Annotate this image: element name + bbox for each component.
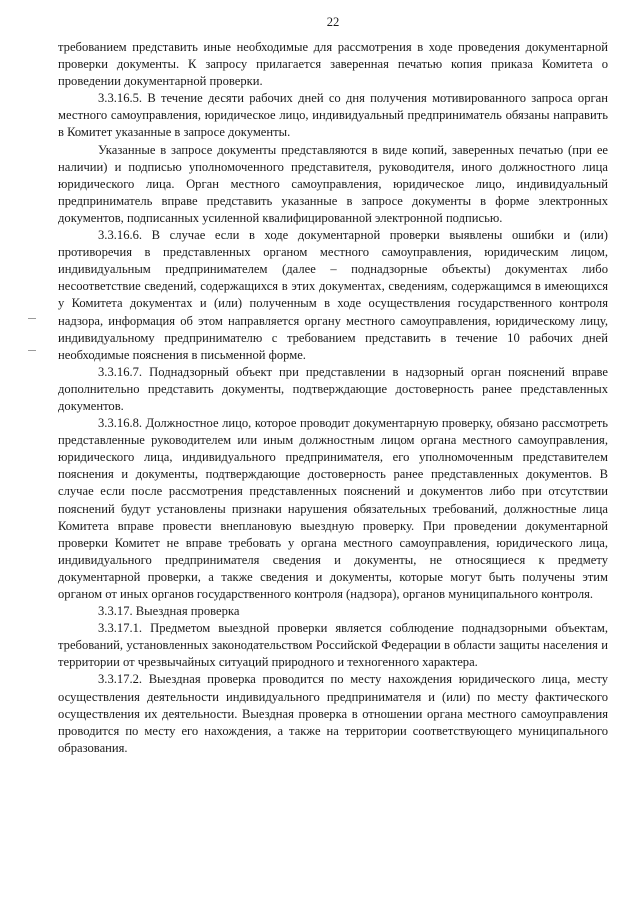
paragraph-3-3-17-1: 3.3.17.1. Предметом выездной проверки является соблюдение поднадзорными объектам, требований, установленных законодательством Российской Федерации в области защиты населения и территории от чрезвычайных ситуаций природного и техногенного характера. <box>58 621 608 670</box>
paragraph-continuation: требованием представить иные необходимые для рассмотрения в ходе проведения документарной проверки документы. К запросу прилагается заверенная печатью копия приказа Комитета о проведении документарной проверки. <box>58 40 608 89</box>
paragraph-3-3-16-6: 3.3.16.6. В случае если в ходе документарной проверки выявлены ошибки и (или) противоречия в представленных органом местного самоуправления, юридическим лицом, индивидуальным предпринимателем (далее – поднадзорные объекты) документах либо несоответствие сведений, содержащихся в этих документах, сведениям, содержащимся в имеющихся у Комитета документах и (или) полученным в ходе осуществления государственного контроля надзора, информация об этом направляется органу местного самоуправления, юридическому лицу, индивидуальному предпринимателю с требованием представить в течение 10 рабочих дней необходимые пояснения в письменной форме. <box>58 228 608 362</box>
paragraph-documents-copies: Указанные в запросе документы представляются в виде копий, заверенных печатью (при ее наличии) и подписью уполномоченного представителя, руководителя, иного должностного лица юридического лица. Орган местного самоуправления, юридическое лицо, индивидуальный предприниматель вправе представить указанные в запросе документы в форме электронных документов, подписанных усиленной квалифицированной электронной подписью. <box>58 142 608 225</box>
paragraph-3-3-17-2: 3.3.17.2. Выездная проверка проводится по месту нахождения юридического лица, месту осуществления деятельности индивидуального предпринимателя и (или) по месту фактического осуществления их деятельности. Выездная проверка в отношении органа местного самоуправления проводится по месту его нахождения, а также на территории соответствующего муниципального образования. <box>58 672 608 755</box>
page-number: 22 <box>326 15 340 29</box>
paragraph-3-3-16-5: 3.3.16.5. В течение десяти рабочих дней со дня получения мотивированного запроса орган местного самоуправления, юридическое лицо, индивидуальный предприниматель обязаны направить в Комитет указанные в запросе документы. <box>58 91 608 140</box>
paragraph-3-3-16-8: 3.3.16.8. Должностное лицо, которое проводит документарную проверку, обязано рассмотреть представленные руководителем или иным должностным лицом органа местного самоуправления, юридического лица, индивидуального предпринимателя, его уполномоченным представителем пояснения и документы, подтверждающие достоверность ранее представленных документов. В случае если после рассмотрения представленных пояснений и документов либо при отсутствии пояснений будут установлены признаки нарушения обязательных требований, должностные лица Комитета вправе провести внеплановую выездную проверку. При проведении документарной проверки Комитет не вправе требовать у органа местного самоуправления, юридического лица, индивидуального предпринимателя сведения и документы, не относящиеся к предмету документарной проверки, а также сведения и документы, которые могут быть получены этим органом от иных органов государственного контроля (надзора), органов муниципального контроля. <box>58 416 608 601</box>
margin-mark <box>28 318 36 319</box>
margin-mark <box>28 350 36 351</box>
paragraph-3-3-16-7: 3.3.16.7. Поднадзорный объект при представлении в надзорный орган пояснений вправе дополнительно представить документы, подтверждающие достоверность ранее представленных документов. <box>58 364 608 413</box>
section-heading-3-3-17: 3.3.17. Выездная проверка <box>98 604 240 619</box>
